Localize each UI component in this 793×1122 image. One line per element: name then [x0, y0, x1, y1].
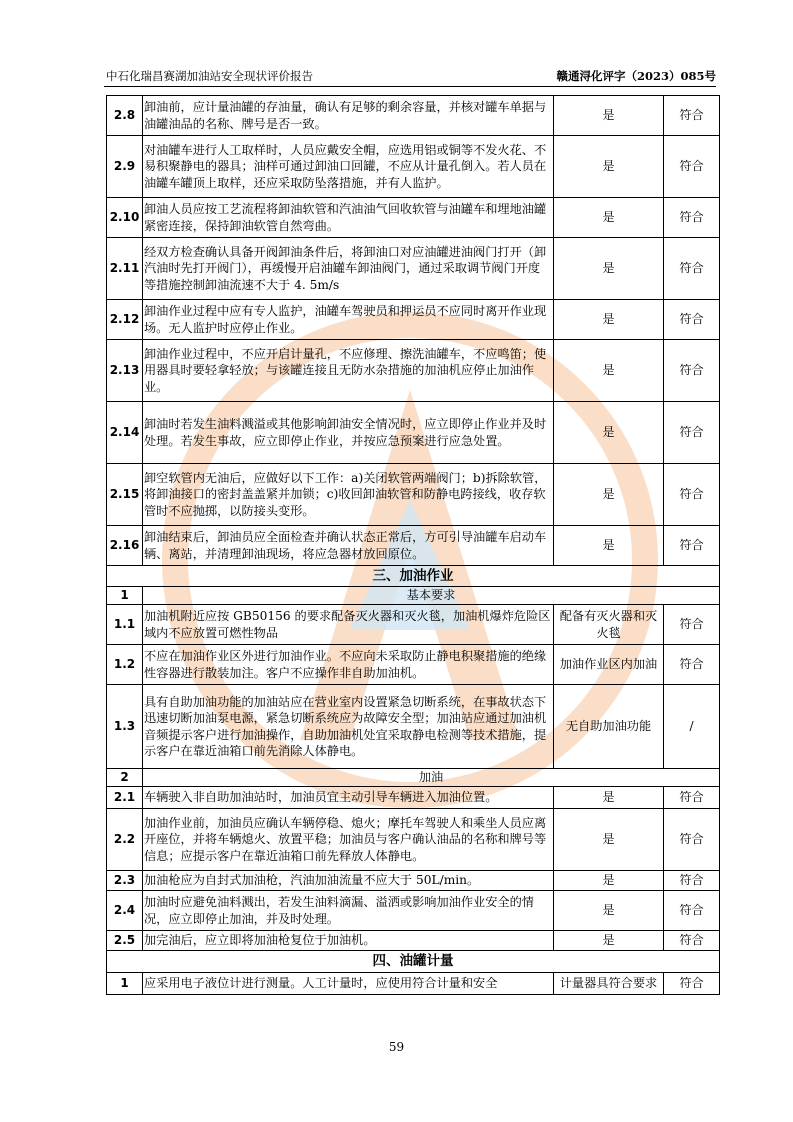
item-status: 是 — [554, 931, 664, 951]
item-result: 符合 — [664, 402, 720, 464]
item-requirement: 卸油作业过程中，不应开启计量孔，不应修理、擦洗油罐车，不应鸣笛；使用器具时要轻拿轻放；与该罐连接且无防水杂措施的加油机应停止加油作业。 — [143, 340, 554, 402]
table-row — [107, 238, 720, 300]
item-status: 是 — [554, 238, 664, 300]
page-number: 59 — [388, 1040, 405, 1054]
item-status: 是 — [554, 340, 664, 402]
item-status: 计量器具符合要求 — [554, 973, 664, 995]
item-status: 是 — [554, 96, 664, 136]
item-requirement: 经双方检查确认具备开阀卸油条件后，将卸油口对应油罐进油阀门打开（卸汽油时先打开阀门），再缓慢开启油罐车卸油阀门，通过采取调节阀门开度等措施控制卸油流速不大于 4. 5m/s — [143, 238, 554, 300]
item-status: 是 — [554, 809, 664, 871]
section-title: 三、加油作业 — [107, 566, 720, 587]
item-number: 2.9 — [107, 136, 143, 198]
table-row — [107, 891, 720, 931]
item-number: 1.3 — [107, 685, 143, 769]
table-row — [107, 464, 720, 526]
item-requirement: 加油时应避免油料溅出，若发生油料滴漏、溢洒或影响加油作业安全的情况，应立即停止加油，并及时处理。 — [143, 891, 554, 931]
item-number: 2.16 — [107, 526, 143, 566]
table-row — [107, 871, 720, 891]
item-status: 是 — [554, 526, 664, 566]
item-status: 无自助加油功能 — [554, 685, 664, 769]
item-requirement: 卸空软管内无油后，应做好以下工作：a)关闭软管两端阀门；b)拆除软管，将卸油接口的密封盖盖紧并加锁；c)收回卸油软管和防静电跨接线，收存软管时不应抛掷，以防接头变形。 — [143, 464, 554, 526]
table-row — [107, 787, 720, 809]
subsection-row — [107, 587, 720, 605]
item-number: 2.1 — [107, 787, 143, 809]
report-number: 赣通浔化评字（2023）085号 — [556, 69, 716, 83]
item-number: 2.2 — [107, 809, 143, 871]
item-number: 2.13 — [107, 340, 143, 402]
table-row — [107, 340, 720, 402]
item-requirement: 车辆驶入非自助加油站时，加油员宜主动引导车辆进入加油位置。 — [143, 787, 554, 809]
section-row — [107, 566, 720, 587]
item-requirement: 卸油结束后，卸油员应全面检查并确认状态正常后，方可引导油罐车启动车辆、离站，并清理卸油现场，将应急器材放回原位。 — [143, 526, 554, 566]
item-result: 符合 — [664, 198, 720, 238]
table-row — [107, 96, 720, 136]
item-result: 符合 — [664, 605, 720, 645]
item-number: 2.5 — [107, 931, 143, 951]
item-status: 是 — [554, 891, 664, 931]
item-result: 符合 — [664, 973, 720, 995]
report-title: 中石化瑞昌赛湖加油站安全现状评价报告 — [106, 69, 313, 83]
item-number: 2.10 — [107, 198, 143, 238]
item-status: 是 — [554, 464, 664, 526]
item-status: 加油作业区内加油 — [554, 645, 664, 685]
table-row — [107, 973, 720, 995]
item-result: 符合 — [664, 787, 720, 809]
table-row — [107, 809, 720, 871]
item-result: 符合 — [664, 340, 720, 402]
item-number: 2.11 — [107, 238, 143, 300]
subsection-title: 加油 — [143, 769, 720, 787]
item-requirement: 卸油时若发生油料溅溢或其他影响卸油安全情况时，应立即停止作业并及时处理。若发生事故，应立即停止作业，并按应急预案进行应急处置。 — [143, 402, 554, 464]
subsection-title: 基本要求 — [143, 587, 720, 605]
item-result: 符合 — [664, 871, 720, 891]
item-result: 符合 — [664, 526, 720, 566]
item-number: 2.3 — [107, 871, 143, 891]
table-row — [107, 300, 720, 340]
item-number: 1 — [107, 973, 143, 995]
item-result: 符合 — [664, 931, 720, 951]
item-number: 1.2 — [107, 645, 143, 685]
item-result: 符合 — [664, 809, 720, 871]
item-status: 是 — [554, 300, 664, 340]
item-number: 1.1 — [107, 605, 143, 645]
subsection-number: 2 — [107, 769, 143, 787]
item-requirement: 加油枪应为自封式加油枪，汽油加油流量不应大于 50L/min。 — [143, 871, 554, 891]
subsection-row — [107, 769, 720, 787]
item-requirement: 应采用电子液位计进行测量。人工计量时，应使用符合计量和安全 — [143, 973, 554, 995]
item-result: 符合 — [664, 238, 720, 300]
item-result: 符合 — [664, 96, 720, 136]
item-status: 是 — [554, 787, 664, 809]
item-number: 2.14 — [107, 402, 143, 464]
table-row — [107, 136, 720, 198]
item-requirement: 加油作业前，加油员应确认车辆停稳、熄火；摩托车驾驶人和乘坐人员应离开座位，并将车辆熄火、放置平稳；加油员与客户确认油品的名称和牌号等信息；应提示客户在靠近油箱口前先释放人体静电。 — [143, 809, 554, 871]
evaluation-table — [106, 95, 720, 995]
table-row — [107, 198, 720, 238]
table-row — [107, 605, 720, 645]
subsection-number: 1 — [107, 587, 143, 605]
item-requirement: 不应在加油作业区外进行加油作业。不应向未采取防止静电积聚措施的绝缘性容器进行散装加注。客户不应操作非自助加油机。 — [143, 645, 554, 685]
section-title: 四、油罐计量 — [107, 951, 720, 973]
item-result: 符合 — [664, 464, 720, 526]
item-result: 符合 — [664, 300, 720, 340]
item-status: 是 — [554, 198, 664, 238]
item-result: 符合 — [664, 136, 720, 198]
item-number: 2.8 — [107, 96, 143, 136]
table-row — [107, 685, 720, 769]
item-requirement: 卸油人员应按工艺流程将卸油软管和汽油油气回收软管与油罐车和埋地油罐紧密连接，保持卸油软管自然弯曲。 — [143, 198, 554, 238]
item-requirement: 卸油前，应计量油罐的存油量，确认有足够的剩余容量，并核对罐车单据与油罐油品的名称、牌号是否一致。 — [143, 96, 554, 136]
table-row — [107, 526, 720, 566]
item-status: 是 — [554, 871, 664, 891]
table-row — [107, 402, 720, 464]
item-requirement: 加完油后，应立即将加油枪复位于加油机。 — [143, 931, 554, 951]
page-header — [104, 64, 716, 87]
item-status: 配备有灭火器和灭火毯 — [554, 605, 664, 645]
item-number: 2.4 — [107, 891, 143, 931]
item-result: / — [664, 685, 720, 769]
item-number: 2.12 — [107, 300, 143, 340]
item-status: 是 — [554, 136, 664, 198]
item-requirement: 加油机附近应按 GB50156 的要求配备灭火器和灭火毯，加油机爆炸危险区域内不应放置可燃性物品 — [143, 605, 554, 645]
item-requirement: 对油罐车进行人工取样时，人员应戴安全帽，应选用铝或铜等不发火花、不易积聚静电的器具；油样可通过卸油口回罐，不应从计量孔倒入。若人员在油罐车罐顶上取样，还应采取防坠落措施，并有人监护。 — [143, 136, 554, 198]
item-number: 2.15 — [107, 464, 143, 526]
item-result: 符合 — [664, 645, 720, 685]
table-row — [107, 931, 720, 951]
item-requirement: 卸油作业过程中应有专人监护，油罐车驾驶员和押运员不应同时离开作业现场。无人监护时应停止作业。 — [143, 300, 554, 340]
item-status: 是 — [554, 402, 664, 464]
table-row — [107, 645, 720, 685]
section-row — [107, 951, 720, 973]
item-result: 符合 — [664, 891, 720, 931]
item-requirement: 具有自助加油功能的加油站应在营业室内设置紧急切断系统，在事故状态下迅速切断加油泵电源，紧急切断系统应为故障安全型；加油站应通过加油机音频提示客户进行加油操作，自助加油机处宜采取静电检测等技术措施，提示客户在靠近油箱口前先消除人体静电。 — [143, 685, 554, 769]
